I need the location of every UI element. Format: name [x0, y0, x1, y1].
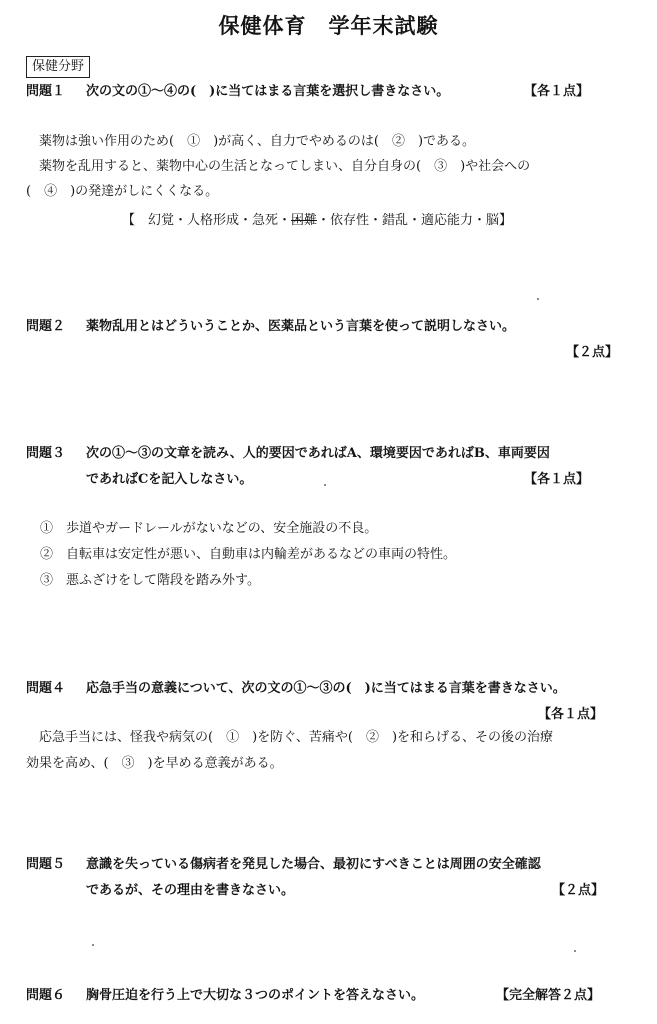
question-6-points: 【完全解答２点】 — [496, 988, 601, 1003]
scan-speck — [537, 298, 539, 300]
scan-speck — [92, 944, 94, 946]
question-5-text-line-1: 意識を失っている傷病者を発見した場合、最初にすべきことは周囲の安全確認 — [86, 857, 541, 872]
question-2-header — [26, 315, 636, 367]
question-1-points: 【各１点】 — [524, 84, 590, 99]
question-3-points: 【各１点】 — [524, 472, 590, 487]
question-6-header — [26, 984, 636, 1010]
question-5-points: 【２点】 — [552, 883, 605, 898]
question-2-text: 薬物乱用とはどういうことか、医薬品という言葉を使って説明しなさい。 — [86, 319, 516, 334]
question-2-points: 【２点】 — [566, 345, 619, 360]
scan-speck — [324, 484, 326, 486]
question-4-number: 問題４ — [26, 681, 66, 696]
question-3-text-line-1: 次の①～③の文章を読み、人的要因であればA、環境要因であればB、車両要因 — [86, 446, 550, 461]
question-1-text: 次の文の①～④の( )に当てはまる言葉を選択し書きなさい。 — [86, 84, 450, 99]
question-1-header — [26, 80, 636, 106]
question-4-points: 【各１点】 — [538, 707, 604, 722]
question-1-word-bank — [122, 209, 512, 233]
question-6-number: 問題６ — [26, 988, 66, 1003]
question-5-header — [26, 853, 636, 905]
word-bank-struck-word: 困難 — [291, 213, 318, 228]
question-1-number: 問題１ — [26, 84, 66, 99]
section-label: 保健分野 — [26, 56, 90, 78]
question-6-text: 胸骨圧迫を行う上で大切な３つのポイントを答えなさい。 — [86, 988, 425, 1003]
scan-speck — [574, 950, 576, 952]
question-3-header — [26, 442, 636, 494]
question-4-header — [26, 677, 636, 729]
question-3-item: ② 自転車は安定性が悪い、自動車は内輪差があるなどの車両の特性。 — [40, 547, 457, 562]
question-3-text-line-2: であればCを記入しなさい。 — [86, 472, 253, 487]
question-1-body-line: 薬物を乱用すると、薬物中心の生活となってしまい、自分自身の( ③ )や社会への — [26, 159, 531, 174]
exam-title: 保健体育 学年末試験 — [218, 13, 439, 38]
question-3-item: ① 歩道やガードレールがないなどの、安全施設の不良。 — [40, 521, 378, 536]
question-3-item: ③ 悪ふざけをして階段を踏み外す。 — [40, 573, 260, 588]
question-4-body-line: 応急手当には、怪我や病気の( ① )を防ぐ、苦痛や( ② )を和らげる、その後の治療 — [26, 730, 554, 745]
word-bank-open: 【 幻覚・人格形成・急死・ — [122, 213, 292, 228]
question-4-text: 応急手当の意義について、次の文の①～③の( )に当てはまる言葉を書きなさい。 — [86, 681, 566, 696]
question-5-number: 問題５ — [26, 857, 66, 872]
word-bank-rest: ・依存性・錯乱・適応能力・脳】 — [317, 213, 513, 228]
question-1-body-line: 薬物は強い作用のため( ① )が高く、自力でやめるのは( ② )である。 — [26, 134, 476, 149]
question-1-body-line: ( ④ )の発達がしにくくなる。 — [26, 184, 219, 199]
question-4-body-line: 効果を高め、( ③ )を早める意義がある。 — [26, 756, 283, 771]
question-3-number: 問題３ — [26, 446, 66, 461]
question-2-number: 問題２ — [26, 319, 66, 334]
question-5-text-line-2: であるが、その理由を書きなさい。 — [86, 883, 295, 898]
